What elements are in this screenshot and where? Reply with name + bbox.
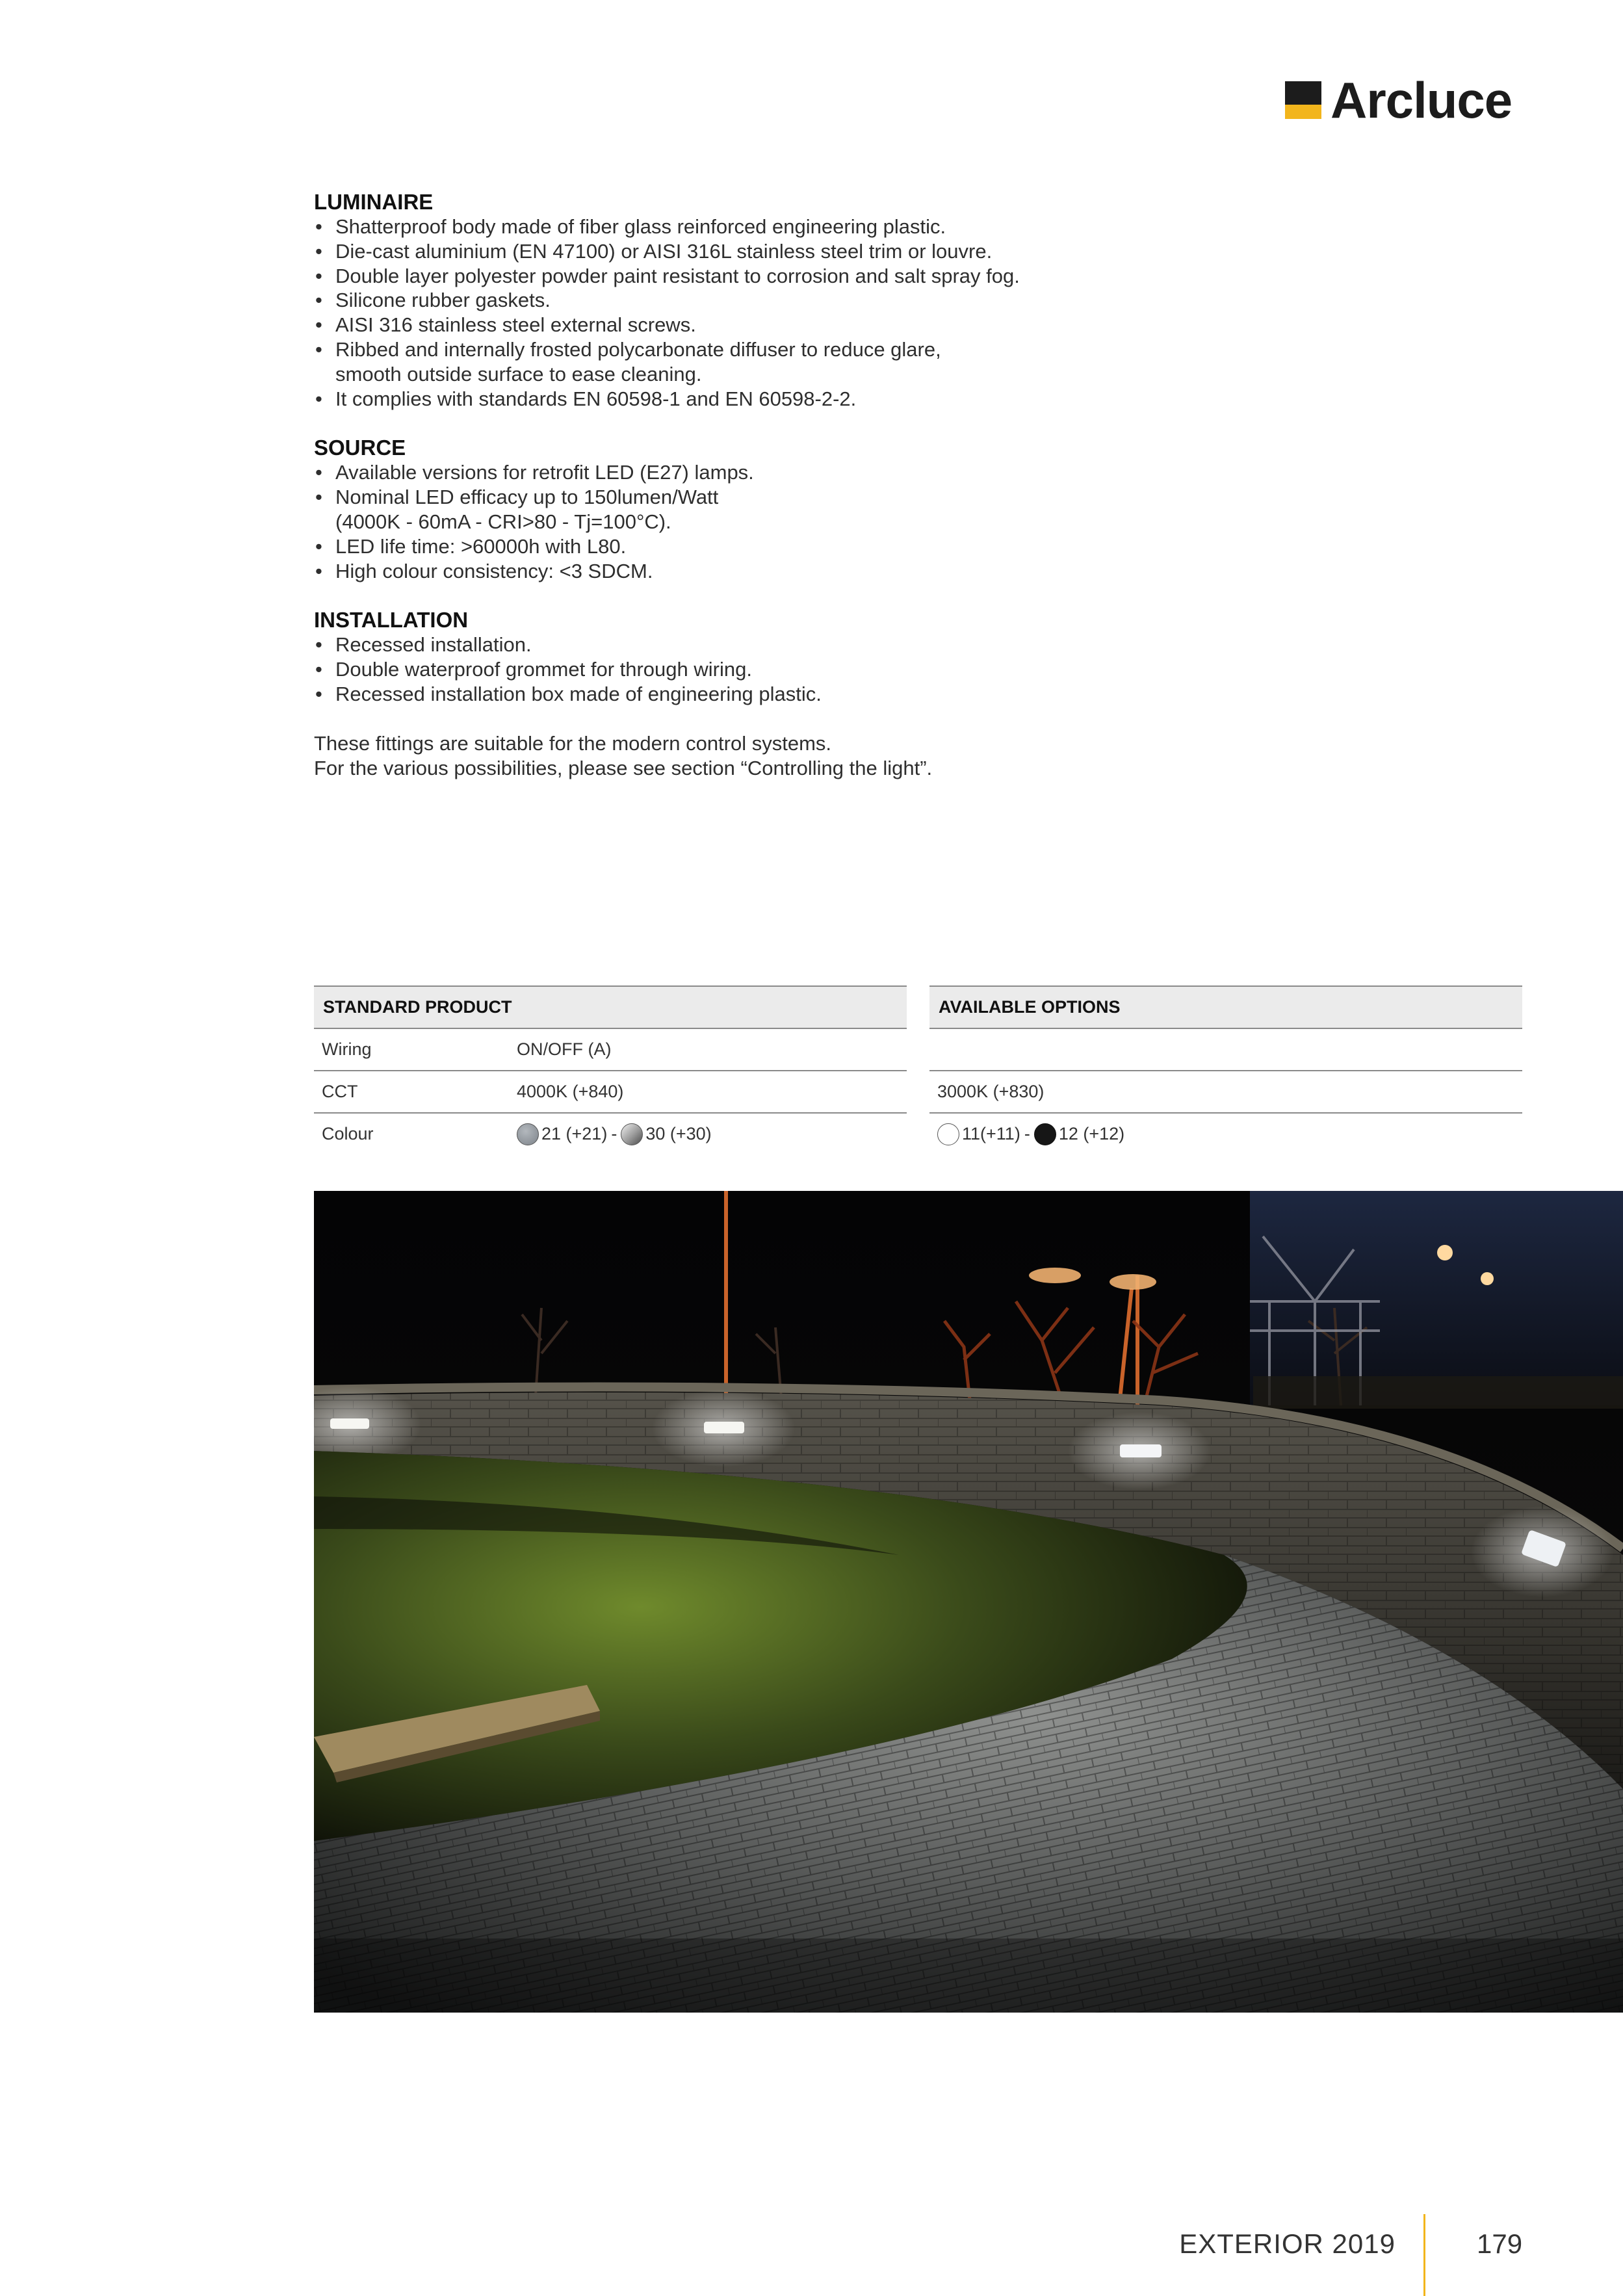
section-source xyxy=(314,436,1159,583)
list-item: • AISI 316 stainless steel external screws. xyxy=(314,313,1159,337)
black-swatch-icon xyxy=(1034,1123,1056,1145)
table-row xyxy=(314,1114,907,1155)
row-label: Wiring xyxy=(322,1039,372,1059)
colour-code: 11(+11) xyxy=(962,1124,1020,1143)
section-luminaire xyxy=(314,190,1159,411)
colour-code: 21 (+21) xyxy=(541,1124,608,1143)
installation-photo xyxy=(314,1191,1623,2013)
list-item: • It complies with standards EN 60598-1 and EN 60598-2-2. xyxy=(314,387,1159,411)
bullet-list xyxy=(314,633,1159,706)
row-label: CCT xyxy=(322,1082,358,1101)
footer-divider xyxy=(1423,2214,1425,2296)
table-row xyxy=(929,1071,1522,1114)
white-swatch-icon xyxy=(937,1123,959,1145)
list-item: • Die-cast aluminium (EN 47100) or AISI 316L stainless steel trim or louvre. xyxy=(314,239,1159,264)
list-item: • Double waterproof grommet for through wiring. xyxy=(314,657,1159,682)
bullet-list xyxy=(314,215,1159,411)
logo-mark-icon xyxy=(1285,81,1321,119)
list-item: • Double layer polyester powder paint resistant to corrosion and salt spray fog. xyxy=(314,264,1159,289)
table-header: STANDARD PRODUCT xyxy=(314,987,907,1029)
grey-swatch-icon xyxy=(517,1123,539,1145)
page-number: 179 xyxy=(1477,2228,1523,2259)
table-header: AVAILABLE OPTIONS xyxy=(929,987,1522,1029)
bullet-list xyxy=(314,460,1159,583)
section-title: INSTALLATION xyxy=(314,608,469,633)
table-row xyxy=(929,1114,1522,1155)
list-item: • Silicone rubber gaskets. xyxy=(314,288,1159,313)
section-title: SOURCE xyxy=(314,436,406,460)
table-row xyxy=(929,1029,1522,1071)
list-item: • Ribbed and internally frosted polycarbonate diffuser to reduce glare, smooth outside surface to ease cleaning. xyxy=(314,337,959,387)
brand-logo xyxy=(1285,72,1513,129)
note-line: For the various possibilities, please see section “Controlling the light”. xyxy=(314,756,933,779)
list-item: • High colour consistency: <3 SDCM. xyxy=(314,559,1159,584)
list-item: • Shatterproof body made of fiber glass reinforced engineering plastic. xyxy=(314,215,1159,239)
section-installation xyxy=(314,608,1159,706)
list-item: • Recessed installation box made of engineering plastic. xyxy=(314,682,1159,707)
metallic-swatch-icon xyxy=(621,1123,643,1145)
row-value: 4000K (+840) xyxy=(517,1082,624,1101)
row-value xyxy=(929,1123,1124,1145)
specifications xyxy=(314,190,1159,780)
table-row xyxy=(314,1029,907,1071)
brand-name: Arcluce xyxy=(1331,72,1513,129)
separator: - xyxy=(1024,1124,1030,1143)
row-label: Colour xyxy=(322,1124,374,1143)
list-item: • Recessed installation. xyxy=(314,633,1159,657)
row-value xyxy=(517,1123,712,1145)
footer-section-label: EXTERIOR 2019 xyxy=(1179,2228,1396,2259)
list-item: • Nominal LED efficacy up to 150lumen/Watt (4000K - 60mA - CRI>80 - Tj=100°C). xyxy=(314,485,764,534)
section-title: LUMINAIRE xyxy=(314,190,434,214)
available-options-table xyxy=(929,985,1522,1155)
standard-product-table xyxy=(314,985,907,1155)
row-value: 3000K (+830) xyxy=(937,1082,1045,1101)
separator: - xyxy=(611,1124,617,1143)
list-item: • LED life time: >60000h with L80. xyxy=(314,534,1159,559)
row-value: ON/OFF (A) xyxy=(517,1039,612,1059)
control-systems-note xyxy=(314,731,1159,781)
list-item: • Available versions for retrofit LED (E27) lamps. xyxy=(314,460,1159,485)
note-line: These fittings are suitable for the modern control systems. xyxy=(314,731,832,755)
colour-code: 12 (+12) xyxy=(1058,1124,1125,1143)
colour-code: 30 (+30) xyxy=(645,1124,712,1143)
table-row xyxy=(314,1071,907,1114)
